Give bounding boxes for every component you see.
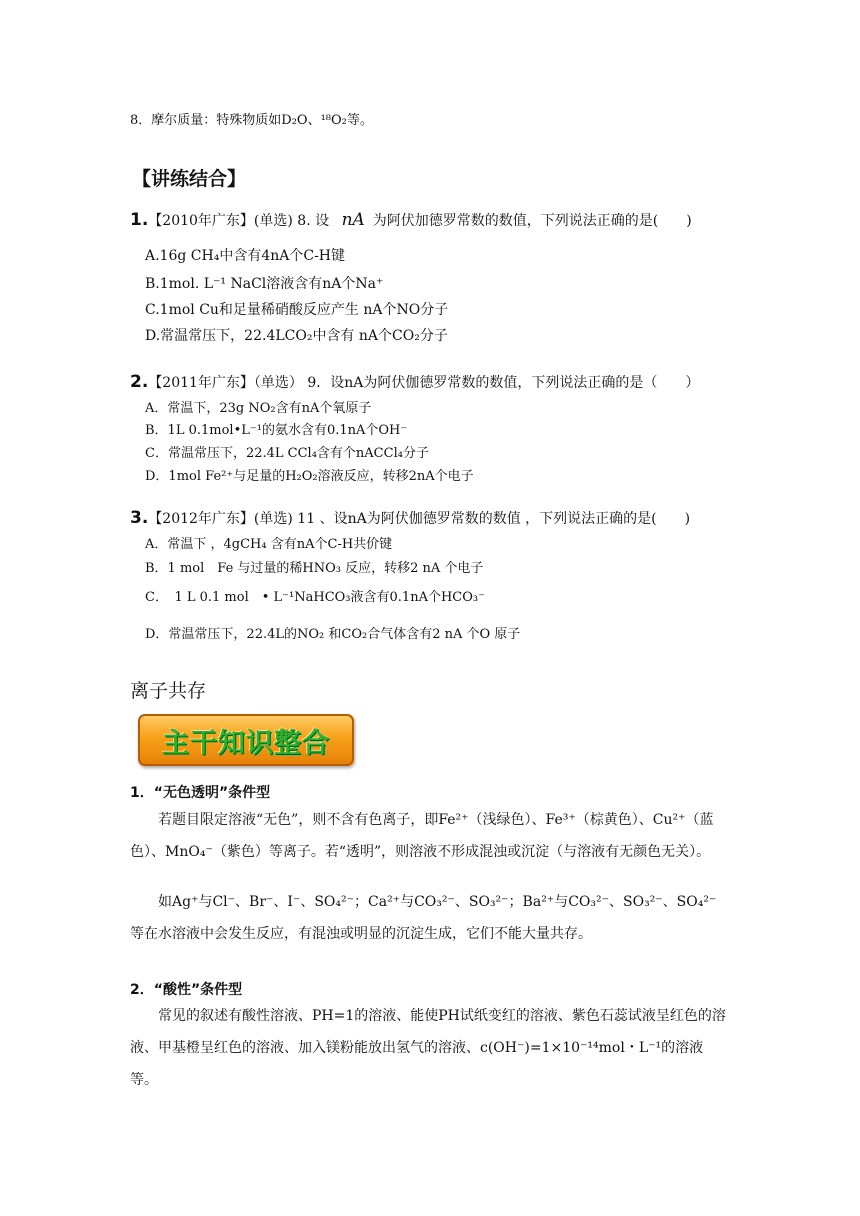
subsection-2-title: 2．“酸性”条件型 <box>130 982 243 998</box>
subsection-2-paragraph-1: 常见的叙述有酸性溶液、PH=1的溶液、能使PH试纸变红的溶液、紫色石蕊试液呈红色的溶液、甲基橙呈红色的溶液、加入镁粉能放出氢气的溶液、c(OH⁻)=1×10⁻¹⁴mol・L⁻¹的溶液等。 <box>130 1008 726 1088</box>
subsection-1-paragraph-1: 若题目限定溶液“无色”，则不含有色离子，即Fe²⁺（浅绿色）、Fe³⁺（棕黄色）、Cu²⁺（蓝色）、MnO₄⁻（紫色）等离子。若“透明”，则溶液不形成混浊或沉淀（与溶液有无颜色无关）。 <box>130 812 714 860</box>
question-1-option-b: B.1mol. L⁻¹ NaCl溶液含有nA个Na⁺ <box>145 276 384 292</box>
question-1-header <box>130 210 692 230</box>
question-2-number: 2. <box>130 372 149 392</box>
question-3-option-b: B．1 mol Fe 与过量的稀HNO₃ 反应，转移2 nA 个电子 <box>145 561 484 576</box>
question-1-head-suffix: 为阿伏加德罗常数的数值，下列说法正确的是( ) <box>372 213 692 229</box>
question-1-head-prefix: 【2010年广东】(单选) 8. 设 <box>148 213 330 229</box>
section-title-ion-coexistence: 离子共存 <box>130 680 207 702</box>
question-2-option-d: D．1mol Fe²⁺与足量的H₂O₂溶液反应，转移2nA个电子 <box>145 469 474 484</box>
item-8-molar-mass: 8．摩尔质量：特殊物质如D₂O、¹⁸O₂等。 <box>130 113 373 128</box>
question-1-head-var: nA <box>341 210 365 230</box>
question-3-option-a: A．常温下 ，4gCH₄ 含有nA个C-H共价键 <box>145 537 393 552</box>
question-3-number: 3. <box>130 508 149 528</box>
question-1-option-d: D.常温常压下，22.4LCO₂中含有 nA个CO₂分子 <box>145 328 448 344</box>
question-3-option-c: C． 1 L 0.1 mol • L⁻¹NaHCO₃液含有0.1nA个HCO₃⁻ <box>145 590 485 605</box>
question-3-header <box>130 508 690 528</box>
question-3-option-d: D．常温常压下，22.4L的NO₂ 和CO₂合气体含有2 nA 个O 原子 <box>145 627 521 642</box>
question-3-head: 【2012年广东】(单选) 11 、设nA为阿伏伽德罗常数的数值 ，下列说法正确的是( ) <box>148 511 691 527</box>
question-2-header <box>130 372 699 392</box>
key-knowledge-banner <box>138 714 354 766</box>
question-2-option-c: C．常温常压下，22.4L CCl₄含有个nACCl₄分子 <box>145 446 429 461</box>
question-1-number: 1. <box>130 210 149 230</box>
subsection-1-paragraph-2: 如Ag⁺与Cl⁻、Br⁻、I⁻、SO₄²⁻；Ca²⁺与CO₃²⁻、SO₃²⁻；Ba²⁺与CO₃²⁻、SO₃²⁻、SO₄²⁻等在水溶液中会发生反应，有混浊或明显的沉淀生成，它们不能大量共存。 <box>130 894 717 942</box>
section-title-practice: 【讲练结合】 <box>132 168 247 190</box>
question-2-option-b: B．1L 0.1mol•L⁻¹的氨水含有0.1nA个OH⁻ <box>145 423 408 438</box>
banner-text: 主干知识整合 <box>162 727 330 759</box>
question-2-option-a: A．常温下，23g NO₂含有nA个氧原子 <box>145 401 372 416</box>
question-2-head: 【2011年广东】（单选） 9．设nA为阿伏伽德罗常数的数值，下列说法正确的是（ ） <box>148 375 700 391</box>
subsection-1-title: 1．“无色透明”条件型 <box>130 785 271 801</box>
question-1-option-c: C.1mol Cu和足量稀硝酸反应产生 nA个NO分子 <box>145 302 449 318</box>
question-1-option-a: A.16g CH₄中含有4nA个C-H键 <box>145 248 346 264</box>
